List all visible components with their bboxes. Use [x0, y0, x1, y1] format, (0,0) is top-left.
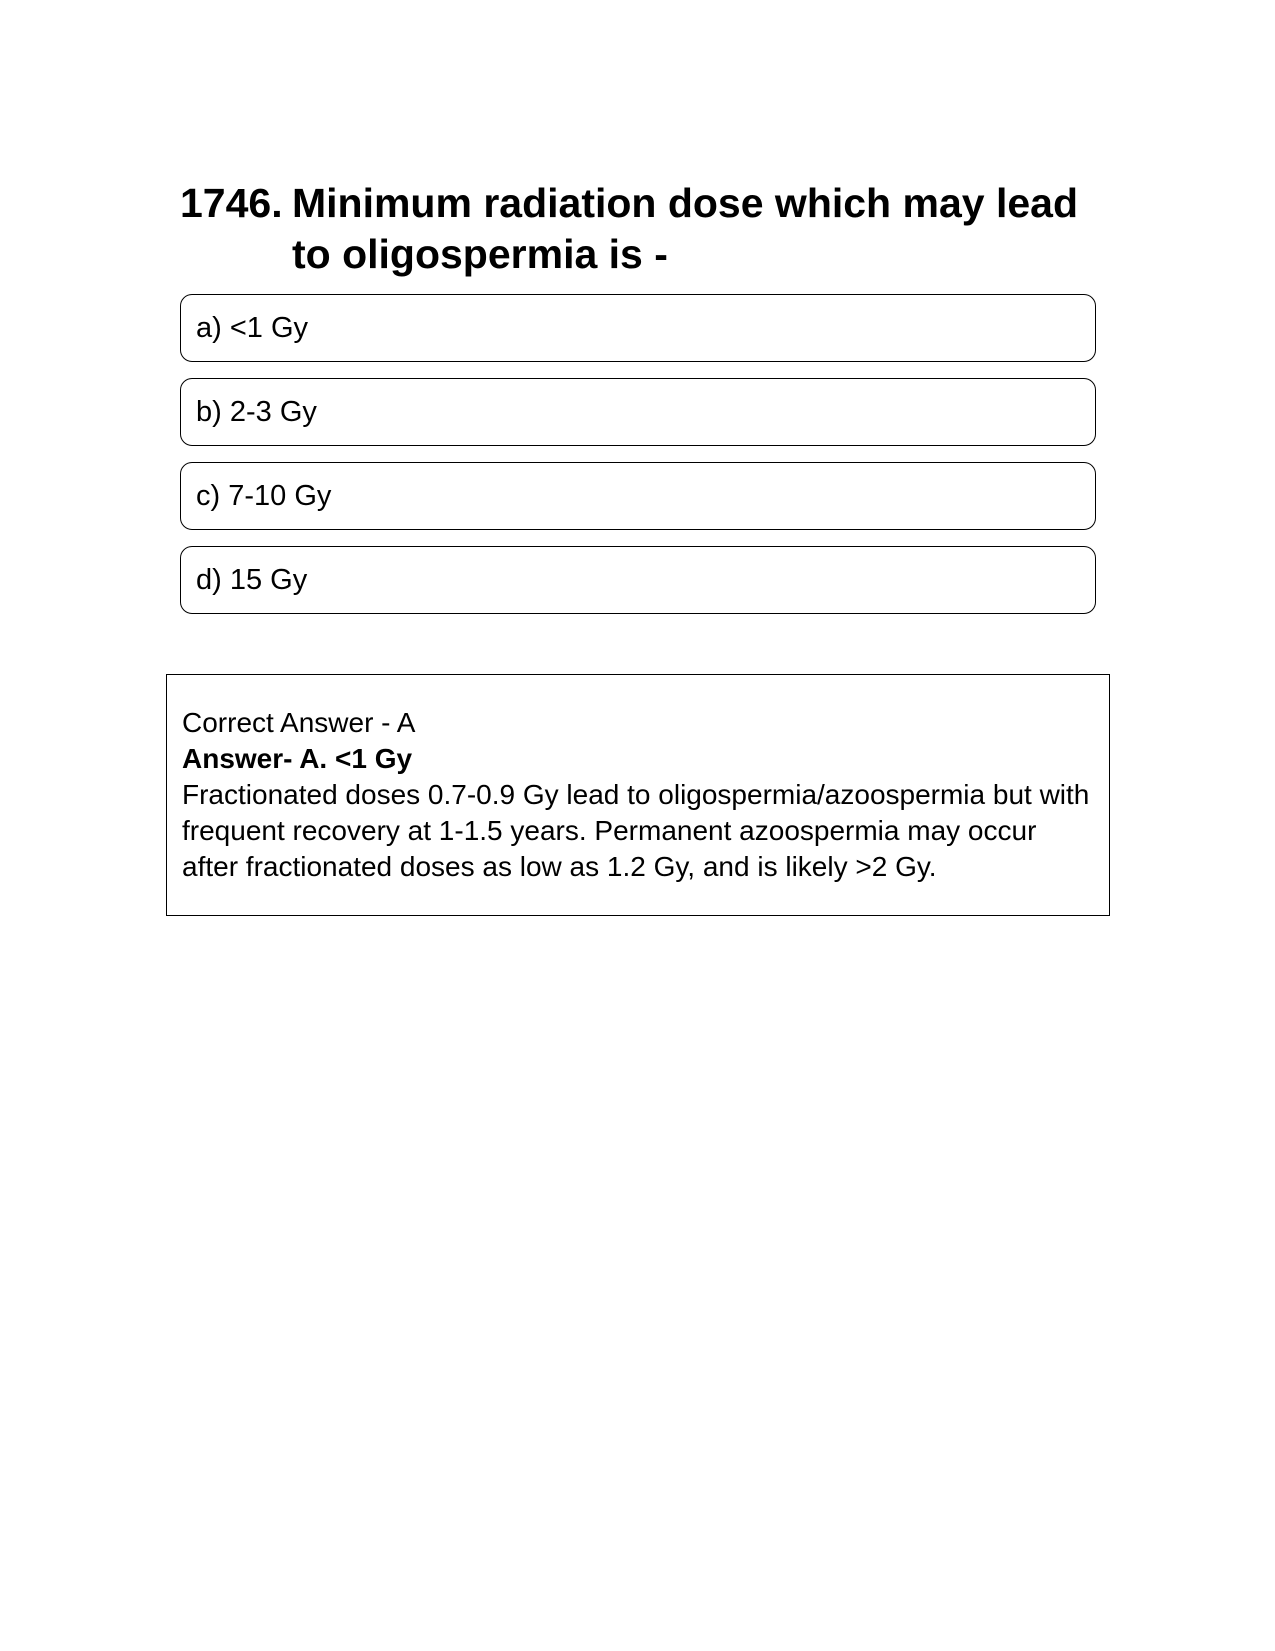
question-heading [180, 178, 1080, 280]
option-label: d) 15 Gy [196, 563, 308, 596]
option-label: c) 7-10 Gy [196, 479, 332, 512]
option-d[interactable] [180, 546, 1096, 614]
answer-explanation: Fractionated doses 0.7-0.9 Gy lead to oligospermia/azoospermia but with frequent recovery at 1-1.5 years. Permanent azoospermia may occur after fractionated doses as low as 1.2 Gy, and is likely >2 Gy. [182, 779, 1090, 882]
option-b[interactable] [180, 378, 1096, 446]
option-label: b) 2-3 Gy [196, 395, 317, 428]
options-list [180, 294, 1096, 630]
option-c[interactable] [180, 462, 1096, 530]
answer-heading: Answer- A. <1 Gy [182, 743, 413, 774]
answer-box [166, 674, 1110, 916]
question-number: 1746. [180, 180, 283, 226]
option-label: a) <1 Gy [196, 311, 309, 344]
question-text: Minimum radiation dose which may lead to oligospermia is - [292, 180, 1078, 277]
option-a[interactable] [180, 294, 1096, 362]
correct-answer: Correct Answer - A [182, 707, 416, 738]
